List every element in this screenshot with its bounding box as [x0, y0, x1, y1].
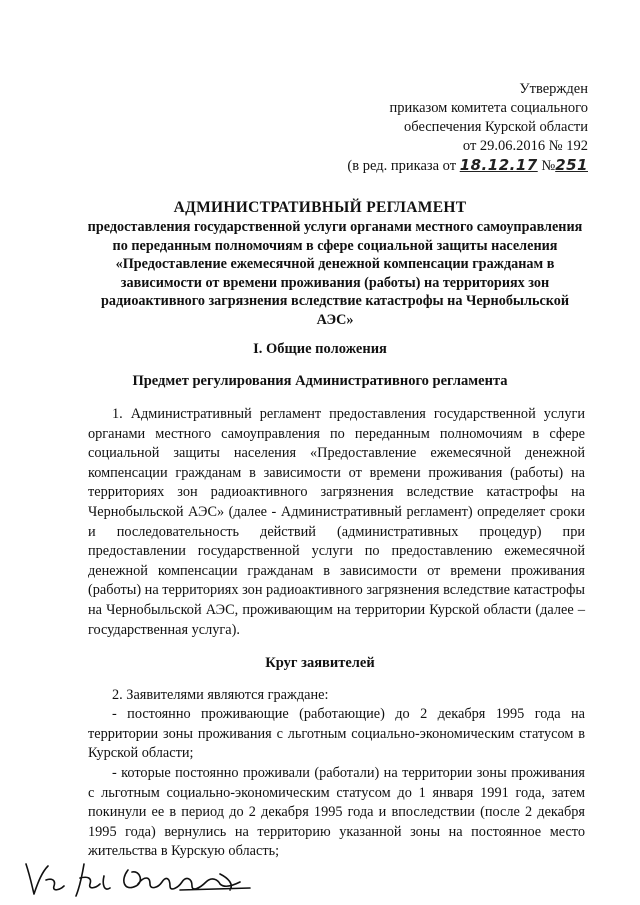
- approval-block: [288, 80, 588, 176]
- signature-mark-1: [26, 864, 64, 894]
- signature-mark-3: [124, 870, 250, 890]
- paragraph-1: 1. Административный регламент предоставления государственной услуги органами местного самоуправления по переданным полномочиям в сфере социальной защиты населения «Предоставление ежемесячной денежной компенсации гражданам в зависимости от времени проживания (работы) на территориях зон радиоактивного загрязнения вследствие катастрофы на Чернобыльской АЭС» (далее - Административный регламент) определяет сроки и последовательность действий (административных процедур) при предоставлении государственной услуги по предоставлению ежемесячной денежной компенсации гражданам в зависимости от времени проживания (работы) на территориях зон радиоактивного загрязнения вследствие катастрофы на Чернобыльской АЭС, проживающим на территории Курской области (далее – государственная услуга).: [88, 406, 585, 638]
- approval-order: приказом комитета социального: [389, 100, 588, 116]
- document-title: АДМИНИСТРАТИВНЫЙ РЕГЛАМЕНТ: [173, 199, 467, 216]
- paragraph-2-intro: 2. Заявителями являются граждане:: [112, 687, 329, 703]
- document-subtitle: предоставления государственной услуги органами местного самоуправления по переданным полномочиям в сфере социальной защиты населения «Предоставление ежемесячной денежной компенсации гражданам в зависимости от времени проживания (работы) на территориях зон радиоактивного загрязнения вследствие катастрофы на Чернобыльской АЭС»: [87, 219, 583, 328]
- edition-prefix: (в ред. приказа от: [347, 158, 457, 174]
- subsection-heading-applicants: Круг заявителей: [265, 655, 375, 671]
- handwritten-signatures: [20, 858, 280, 900]
- approval-committee: обеспечения Курской области: [404, 119, 588, 135]
- paragraph-2-item-1: - постоянно проживающие (работающие) до 2 декабря 1995 года на территории зоны проживания с льготным социально-экономическим статусом в Курской области;: [88, 706, 585, 762]
- approval-approved: Утвержден: [519, 81, 588, 97]
- approval-edition: [288, 156, 588, 176]
- section-heading-general: I. Общие положения: [253, 341, 387, 357]
- paragraph-2-item-2: - которые постоянно проживали (работали) на территории зоны проживания с льготным социально-экономическим статусом до 1 января 1991 года, затем покинули ее в период до 2 декабря 1995 года и впоследствии (после 2 декабря 1995 года) вернулись на территорию указанной зоны на постоянное место жительства в Курскую область;: [88, 765, 585, 860]
- edition-date-handwritten: 18.12.17: [459, 156, 538, 174]
- subsection-heading-subject: Предмет регулирования Административного регламента: [132, 373, 508, 389]
- signature-mark-2: [76, 864, 110, 896]
- approval-date: от 29.06.2016 № 192: [462, 138, 588, 154]
- edition-number-handwritten: 251: [555, 156, 588, 174]
- edition-number-prefix: №: [541, 158, 556, 174]
